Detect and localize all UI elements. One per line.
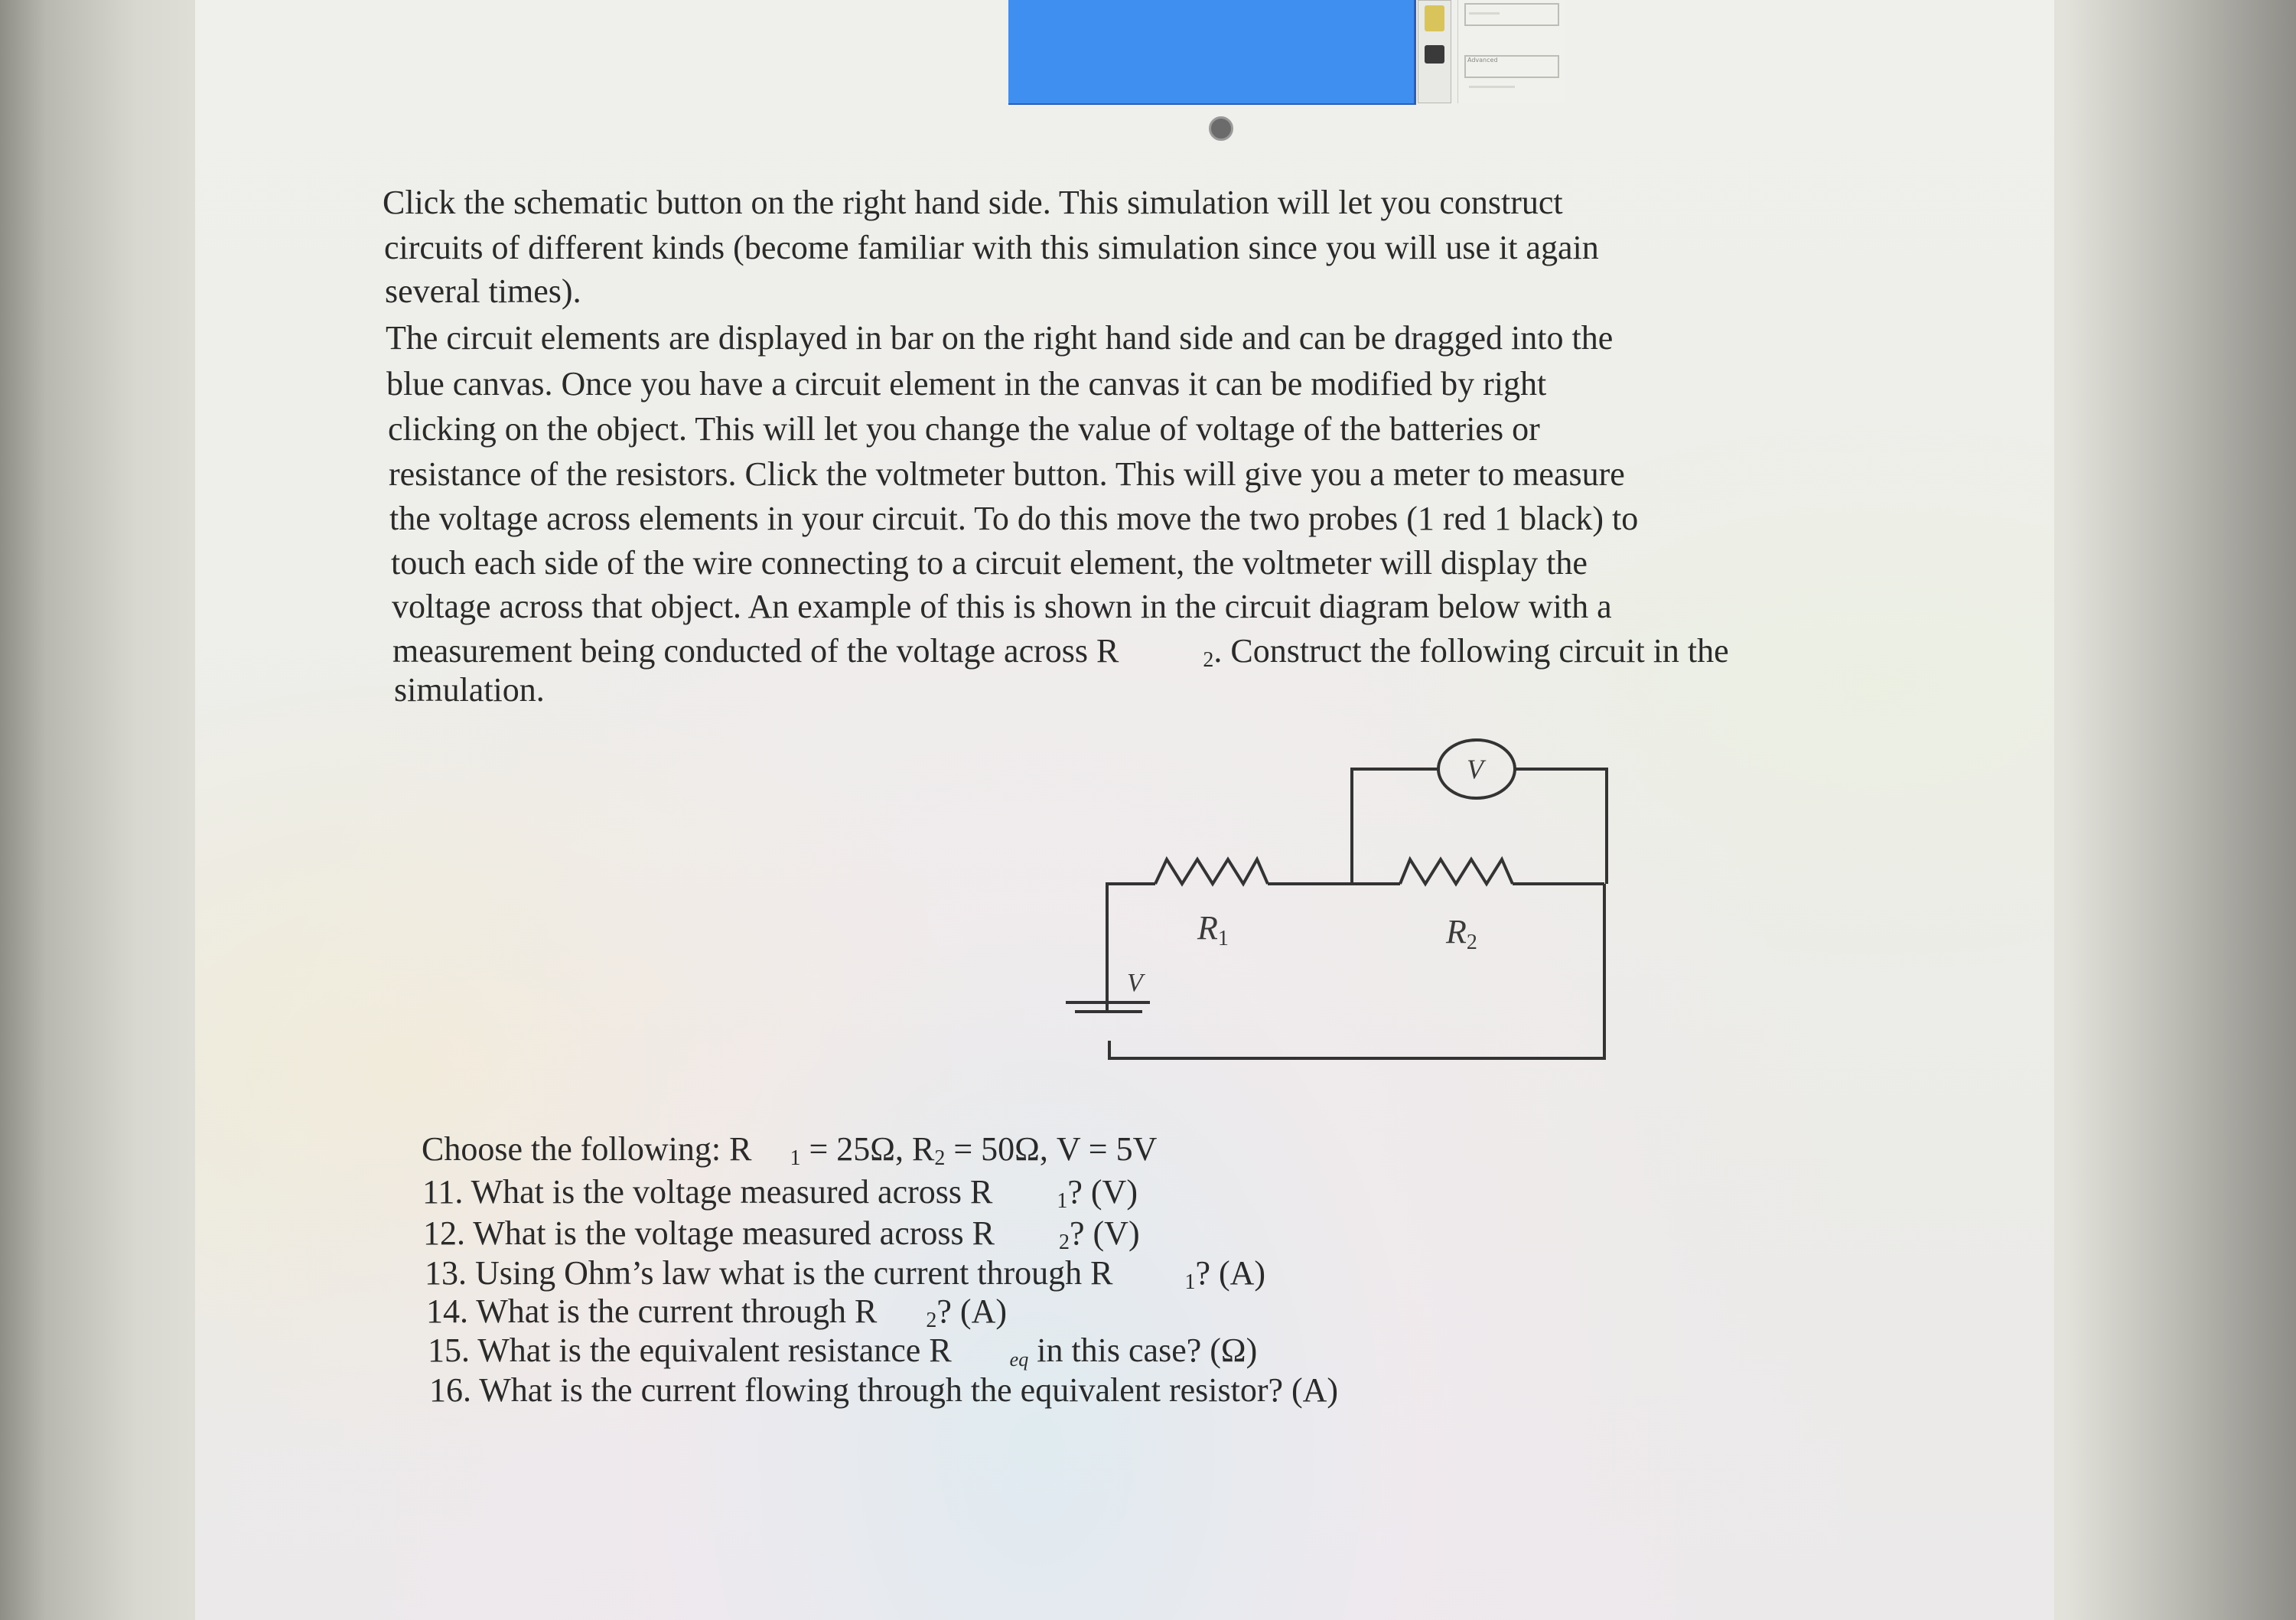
question-14: 14. What is the current through R 2? (A) <box>426 1292 1008 1332</box>
circuit-diagram <box>1060 731 1618 1068</box>
intro-line-10: voltage across that object. An example of this is shown in the circuit diagram below with a <box>392 588 1612 625</box>
r2-label: R2 <box>1446 913 1477 954</box>
intro-line-7: resistance of the resistors. Click the voltmeter button. This will give you a meter to measure <box>389 455 1625 493</box>
panel-line <box>1469 12 1500 15</box>
question-15: 15. What is the equivalent resistance R eq in this case? (Ω) <box>428 1332 1258 1371</box>
intro-line-11 <box>392 634 1729 671</box>
intro-line-11-start: measurement being conducted of the voltage across R <box>392 632 1119 670</box>
question-11: 11. What is the voltage measured across R 1? (V) <box>422 1173 1138 1213</box>
intro-line-9: touch each side of the wire connecting to a circuit element, the voltmeter will display the <box>391 544 1588 582</box>
question-13: 13. Using Ohm’s law what is the current through R 1? (A) <box>425 1254 1266 1294</box>
intro-line-4: The circuit elements are displayed in bar on the right hand side and can be dragged into the <box>386 319 1614 357</box>
intro-line-8: the voltage across elements in your circuit. To do this move the two probes (1 red 1 black) to <box>389 500 1639 537</box>
resistor-r1 <box>1155 859 1268 884</box>
battery-tool-icon[interactable] <box>1425 5 1444 31</box>
intro-line-2: circuits of different kinds (become familiar with this simulation since you will use it again <box>384 229 1599 266</box>
simulation-canvas[interactable] <box>1008 0 1416 105</box>
question-12: 12. What is the voltage measured across R 2? (V) <box>423 1214 1140 1254</box>
battery-label: V <box>1127 969 1143 997</box>
intro-line-1: Click the schematic button on the right hand side. This simulation will let you construct <box>383 184 1563 221</box>
panel-line <box>1469 86 1515 88</box>
question-16: 16. What is the current flowing through the equivalent resistor? (A) <box>429 1371 1339 1409</box>
intro-line-6: clicking on the object. This will let you change the value of voltage of the batteries or <box>388 410 1540 448</box>
resistor-r2 <box>1400 859 1513 884</box>
reset-icon[interactable] <box>1209 116 1233 141</box>
voltmeter-label: V <box>1467 754 1483 784</box>
wire-voltmeter-left <box>1352 769 1438 884</box>
wire-right-down <box>1109 884 1604 1058</box>
wire-voltmeter-right <box>1515 769 1607 884</box>
voltmeter-tool-icon[interactable] <box>1425 45 1444 64</box>
intro-line-12: simulation. <box>394 671 545 709</box>
r2-subscript: 2 <box>1203 648 1214 672</box>
simulation-side-panel <box>1457 0 1565 103</box>
panel-box-top[interactable] <box>1464 3 1559 26</box>
intro-line-5: blue canvas. Once you have a circuit element in the canvas it can be modified by right <box>386 365 1547 403</box>
intro-line-3: several times). <box>385 272 581 310</box>
simulation-toolbar[interactable] <box>1418 0 1451 103</box>
choose-values: Choose the following: R 1 = 25Ω, R2 = 50Ω, V = 5V <box>422 1130 1158 1170</box>
intro-line-11-end: . Construct the following circuit in the <box>1213 632 1729 670</box>
r1-label: R1 <box>1197 909 1229 950</box>
panel-advanced-label: Advanced <box>1467 57 1498 64</box>
circuit-svg <box>1060 731 1618 1068</box>
document-page <box>195 0 2054 1620</box>
